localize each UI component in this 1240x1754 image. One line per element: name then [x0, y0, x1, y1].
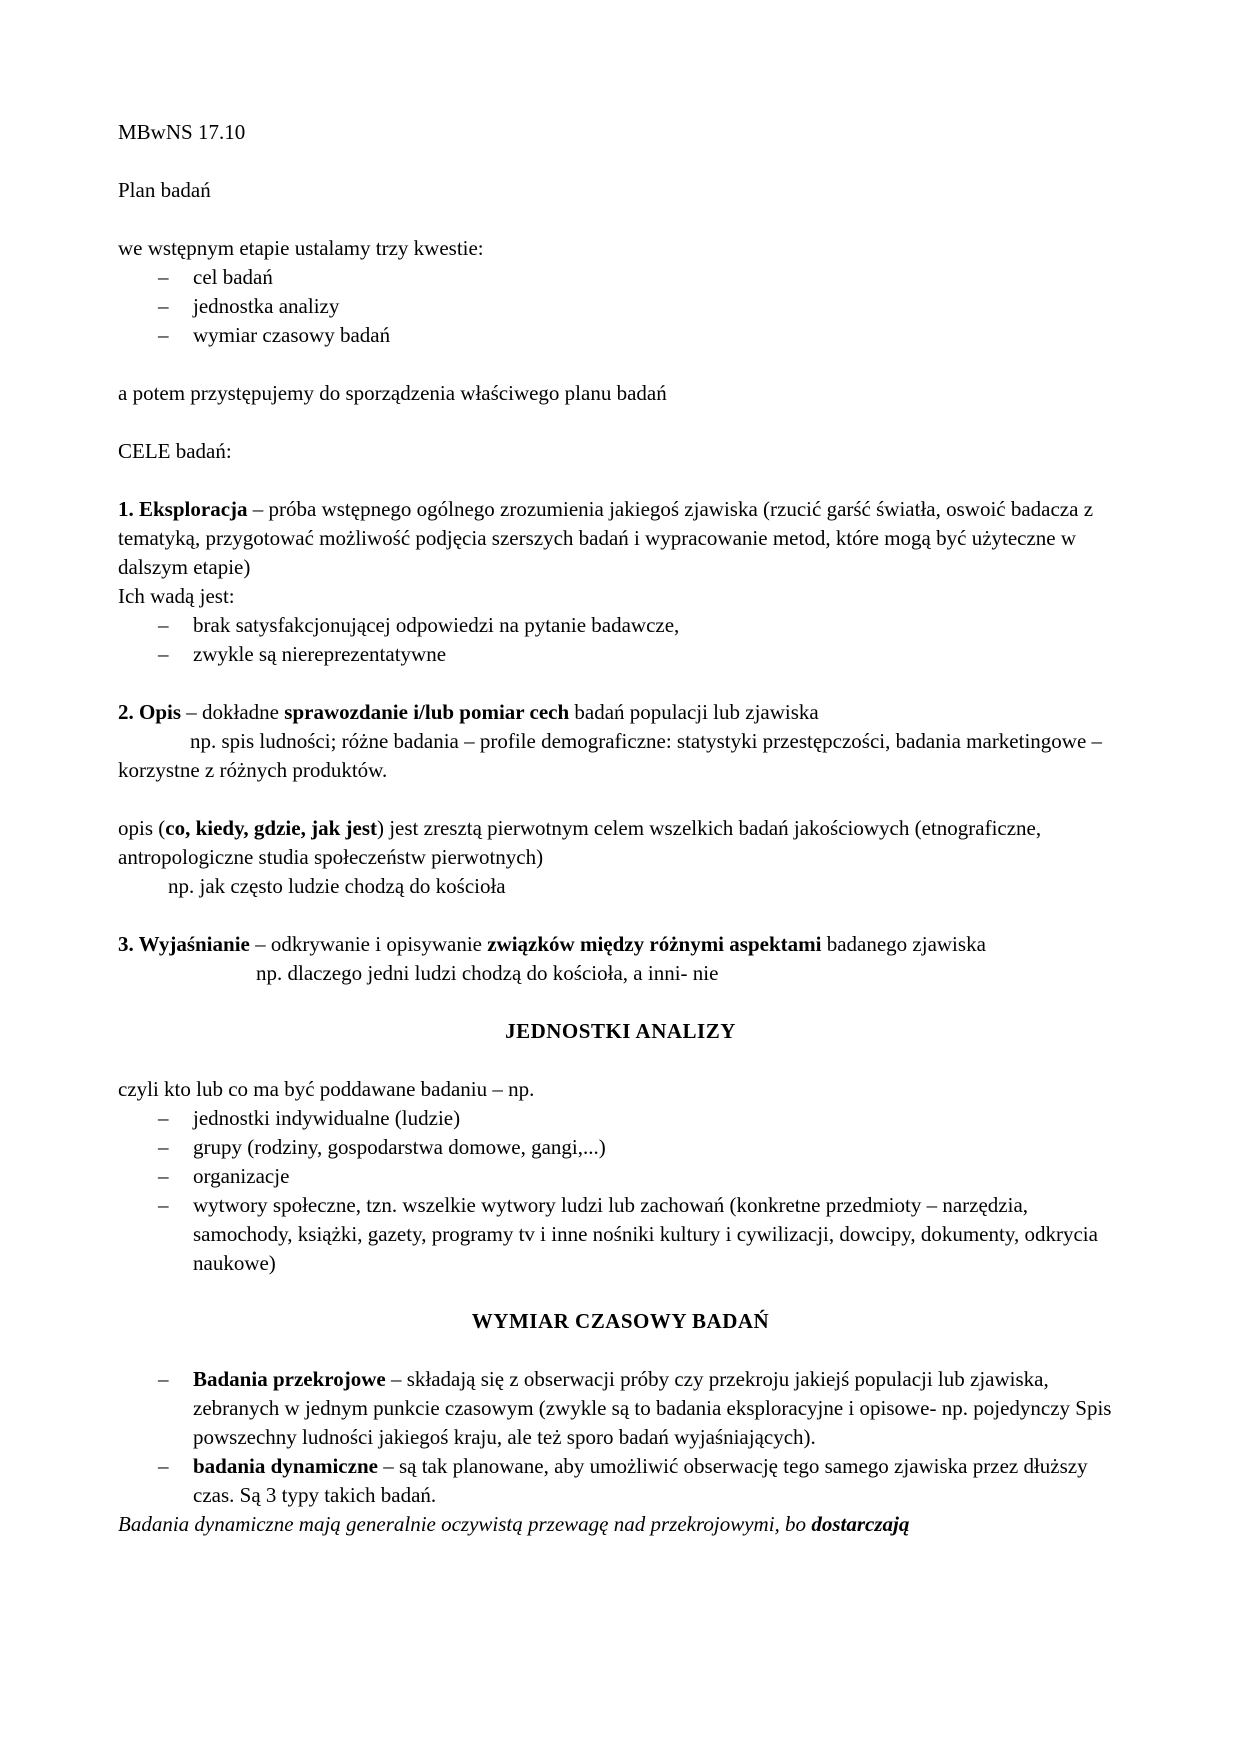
- example-content: np. spis ludności; różne badania – profile demograficzne: statystyki przestępczości, badania marketingowe – korzystne z różnych produktów.: [118, 729, 1103, 782]
- list-item: – zwykle są niereprezentatywne: [118, 640, 1123, 669]
- document-body: [118, 118, 1123, 1539]
- emphasis: Badania przekrojowe: [193, 1367, 386, 1391]
- example-text: [118, 727, 1123, 785]
- section-text: – dokładne: [181, 700, 285, 724]
- list-item: – brak satysfakcjonującej odpowiedzi na pytanie badawcze,: [118, 611, 1123, 640]
- time-heading: WYMIAR CZASOWY BADAŃ: [471, 1309, 770, 1333]
- example-text: np. jak często ludzie chodzą do kościoła: [168, 874, 506, 898]
- section-text: opis (: [118, 816, 166, 840]
- emphasis: związków między różnymi aspektami: [487, 932, 822, 956]
- units-list: [118, 1104, 1123, 1278]
- list-item-text: – składają się z obserwacji próby czy przekroju jakiejś populacji lub zjawiska, zebranych w jednym punkcie czasowym (zwykle są to badania eksploracyjne i opisowe- np. pojedynczy Spis powszechny ludności jakiegoś kraju, ale też sporo badań wyjaśniających).: [193, 1367, 1112, 1449]
- units-intro: czyli kto lub co ma być poddawane badaniu – np.: [118, 1077, 535, 1101]
- units-heading: JEDNOSTKI ANALIZY: [505, 1019, 736, 1043]
- intro-list: [118, 263, 1123, 350]
- list-item: – cel badań: [118, 263, 1123, 292]
- time-list: [118, 1365, 1123, 1510]
- section-text: badanego zjawiska: [821, 932, 986, 956]
- section-text: badań populacji lub zjawiska: [569, 700, 819, 724]
- flaws-list: [118, 611, 1123, 669]
- goals-heading: CELE badań:: [118, 439, 232, 463]
- list-item: [118, 1452, 1123, 1510]
- section-exploration: [118, 495, 1123, 582]
- next-step-text: a potem przystępujemy do sporządzenia właściwego planu badań: [118, 381, 667, 405]
- list-item: – grupy (rodziny, gospodarstwa domowe, gangi,...): [118, 1133, 1123, 1162]
- closing-text: Badania dynamiczne mają generalnie oczywistą przewagę nad przekrojowymi, bo: [118, 1512, 812, 1536]
- emphasis: badania dynamiczne: [193, 1454, 378, 1478]
- section-heading: 1. Eksploracja: [118, 497, 248, 521]
- emphasis: co, kiedy, gdzie, jak jest: [165, 816, 377, 840]
- section-heading: 2. Opis: [118, 700, 182, 724]
- flaws-intro: Ich wadą jest:: [118, 584, 235, 608]
- emphasis: sprawozdanie i/lub pomiar cech: [284, 700, 570, 724]
- list-item: – wytwory społeczne, tzn. wszelkie wytwory ludzi lub zachowań (konkretne przedmioty – narzędzia, samochody, książki, gazety, programy tv i inne nośniki kultury i cywilizacji, dowcipy, dokumenty, odkrycia naukowe): [118, 1191, 1123, 1278]
- list-item: [118, 1365, 1123, 1452]
- section-explanation: [118, 930, 1123, 959]
- list-item: – organizacje: [118, 1162, 1123, 1191]
- opis-paragraph: [118, 814, 1123, 872]
- doc-title: Plan badań: [118, 178, 211, 202]
- list-item: – wymiar czasowy badań: [118, 321, 1123, 350]
- list-item: – jednostki indywidualne (ludzie): [118, 1104, 1123, 1133]
- section-text: ) jest zresztą pierwotnym celem wszelkich badań jakościowych (etnograficzne, antropologiczne studia społeczeństw pierwotnych): [118, 816, 1042, 869]
- list-item-text: – są tak planowane, aby umożliwić obserwację tego samego zjawiska przez dłuższy czas. Są 3 typy takich badań.: [193, 1454, 1088, 1507]
- emphasis: dostarczają: [811, 1512, 910, 1536]
- doc-header: MBwNS 17.10: [118, 120, 246, 144]
- section-text: – próba wstępnego ogólnego zrozumienia jakiegoś zjawiska (rzucić garść światła, oswoić badacza z tematyką, przygotować możliwość podjęcia szerszych badań i wypracowanie metod, które mogą być użyteczne w dalszym etapie): [118, 497, 1094, 579]
- section-description: [118, 698, 1123, 727]
- example-text: np. dlaczego jedni ludzi chodzą do kościoła, a inni- nie: [256, 961, 719, 985]
- section-text: – odkrywanie i opisywanie: [249, 932, 488, 956]
- closing-paragraph: [118, 1510, 1123, 1539]
- intro-text: we wstępnym etapie ustalamy trzy kwestie:: [118, 236, 484, 260]
- list-item: – jednostka analizy: [118, 292, 1123, 321]
- section-heading: 3. Wyjaśnianie: [118, 932, 250, 956]
